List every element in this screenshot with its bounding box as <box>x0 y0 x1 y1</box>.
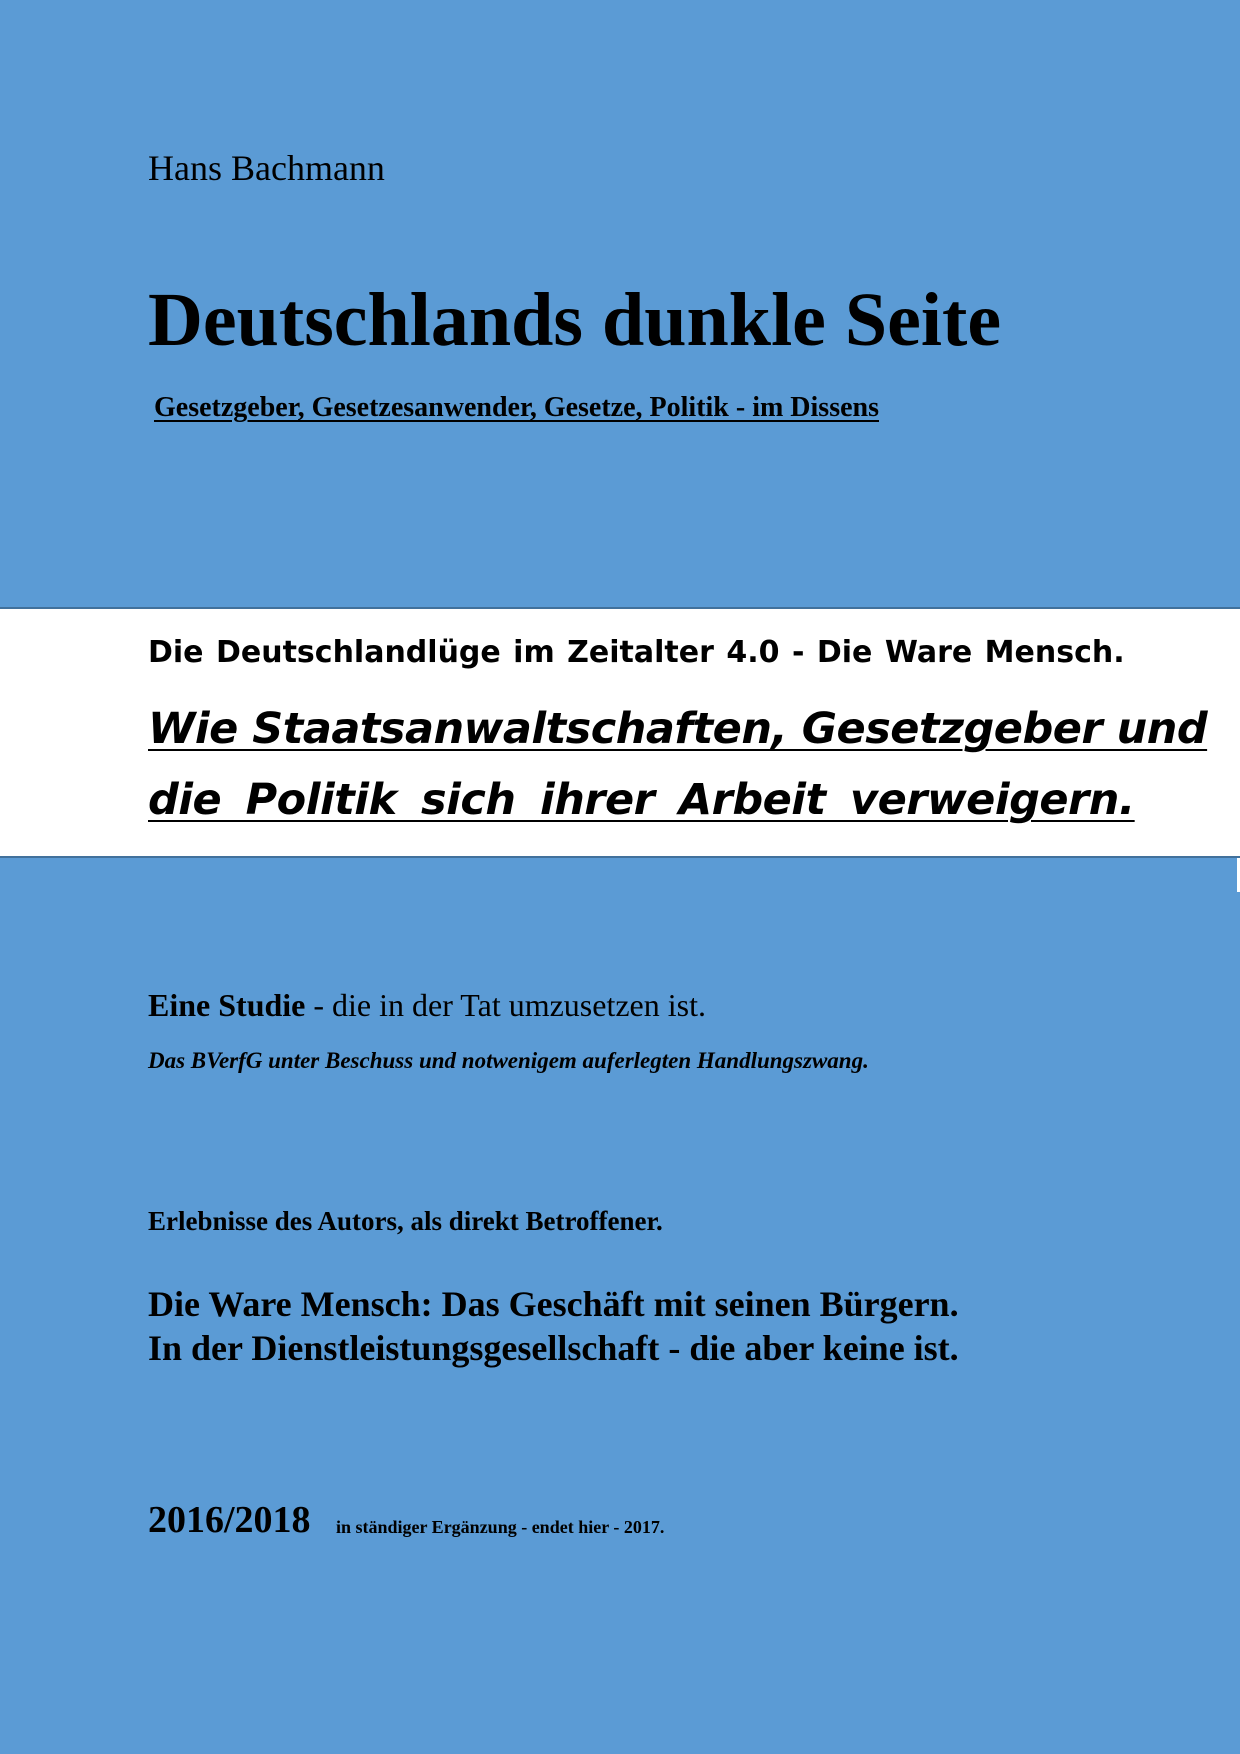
banner-heading: Die Deutschlandlüge im Zeitalter 4.0 - Die Ware Mensch. <box>148 635 1125 670</box>
edition-note: in ständiger Ergänzung - endet hier - 2017. <box>336 1517 665 1537</box>
book-title: Deutschlands dunkle Seite <box>148 278 1002 362</box>
year-range: 2016/2018 <box>148 1499 311 1541</box>
ware-mensch-line1: Die Ware Mensch: Das Geschäft mit seinen Bürgern. <box>148 1284 959 1324</box>
experience-line: Erlebnisse des Autors, als direkt Betroffener. <box>148 1206 663 1236</box>
ware-mensch-line2: In der Dienstleistungsgesellschaft - die aber keine ist. <box>148 1328 959 1368</box>
bverfg-line: Das BVerfG unter Beschuss und notwenigem auferlegten Handlungszwang. <box>148 1048 869 1073</box>
banner-tagline-line2: die Politik sich ihrer Arbeit verweigern. <box>148 775 1135 825</box>
white-banner <box>0 607 1240 858</box>
book-subtitle: Gesetzgeber, Gesetzesanwender, Gesetze, Politik - im Dissens <box>154 392 879 423</box>
study-line <box>148 984 706 1026</box>
study-text: - die in der Tat umzusetzen ist. <box>305 987 706 1023</box>
banner-tagline-line1: Wie Staatsanwaltschaften, Gesetzgeber und <box>148 704 1208 754</box>
author-name: Hans Bachmann <box>148 148 385 188</box>
study-label: Eine Studie <box>148 987 306 1023</box>
